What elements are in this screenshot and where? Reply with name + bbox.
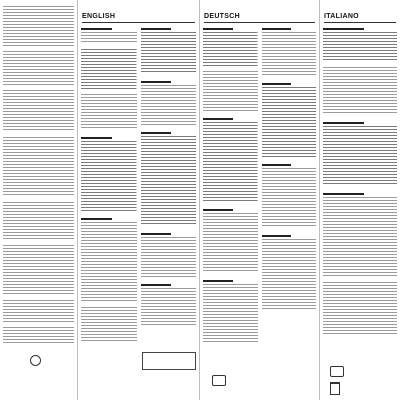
text-block [141,288,197,326]
text-block [3,90,74,132]
ce-mark-icon [212,375,226,386]
bullet-list [81,141,137,211]
panel-italiano [320,0,400,400]
text-block [203,284,258,344]
bullet-list [203,122,258,202]
bullet-list [203,32,258,66]
bullet-list [323,32,397,62]
bullet-list [323,126,397,186]
text-block [262,168,317,228]
text-block [3,137,74,197]
text-block [81,222,137,302]
crossed-bin-icon [330,382,340,395]
text-block [203,213,258,273]
text-block [3,6,74,46]
section-title: DEUTSCH [204,13,240,20]
left-fragment-columns [3,6,74,394]
text-block [3,327,74,345]
text-block [141,237,197,277]
deutsch-col-1 [203,26,258,394]
text-block [3,51,74,85]
text-block [3,300,74,322]
text-block [81,307,137,343]
text-block [81,32,137,44]
text-block [323,282,397,334]
english-col-2 [141,26,197,394]
italiano-columns [323,26,397,394]
bullet-list [262,87,317,157]
text-block [262,32,317,76]
bullet-list [141,136,197,226]
english-columns [81,26,196,394]
deutsch-columns [203,26,316,394]
text-block [3,245,74,295]
section-title: ITALIANO [324,13,359,20]
section-title: ENGLISH [82,13,116,20]
round-seal-icon [30,355,41,366]
section-header [204,13,315,23]
text-block [141,85,197,125]
italiano-col-1 [323,26,397,394]
english-col-1 [81,26,137,394]
bullet-list [141,32,197,74]
panel-english [78,0,200,400]
text-block [323,197,397,277]
panel-deutsch [200,0,320,400]
contact-box [142,352,196,370]
text-block [3,202,74,240]
deutsch-col-2 [262,26,317,394]
left-fragment-col [3,6,74,394]
ce-mark-icon [330,366,344,377]
panel-left-fragment [0,0,78,400]
text-block [203,71,258,111]
bullet-list [81,49,137,89]
text-block [323,67,397,115]
section-header [82,13,195,23]
section-header [324,13,396,23]
text-block [262,239,317,309]
text-block [81,94,137,130]
